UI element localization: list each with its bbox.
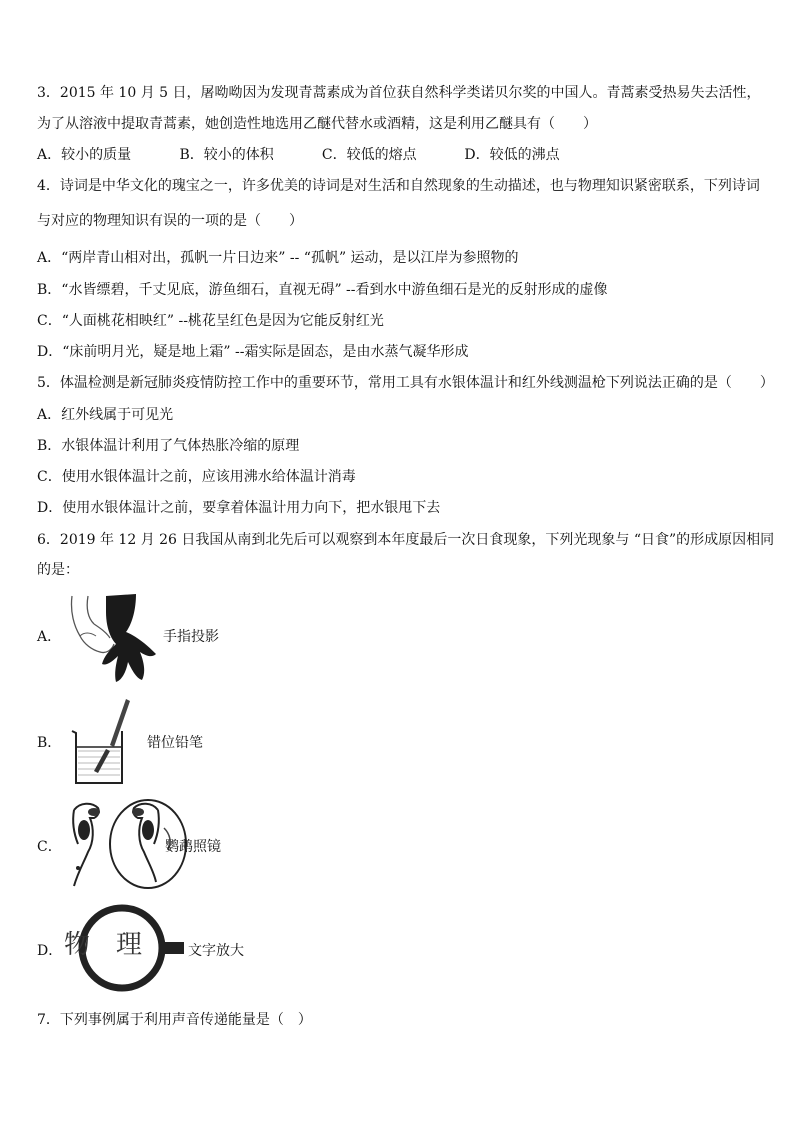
q4-option-c: C．“人面桃花相映红” --桃花呈红色是因为它能反射红光 xyxy=(37,313,384,329)
q6-option-d-caption: 文字放大 xyxy=(188,943,244,959)
q4-option-d: D．“床前明月光，疑是地上霜” --霜实际是固态，是由水蒸气凝华形成 xyxy=(37,344,469,360)
q4-option-b: B．“水皆缥碧，千丈见底，游鱼细石，直视无碍” --看到水中游鱼细石是光的反射形成的虚像 xyxy=(37,282,608,298)
q6-option-a-label: A． xyxy=(37,629,62,645)
q3-option-b: B．较小的体积 xyxy=(179,147,274,163)
q5-option-d: D．使用水银体温计之前，要拿着体温计用力向下，把水银甩下去 xyxy=(37,500,441,516)
magnified-text: 物 理 xyxy=(64,930,143,960)
q4-stem-line2: 与对应的物理知识有误的一项的是（ ） xyxy=(37,213,303,229)
q3-options xyxy=(37,146,560,164)
q3-option-c: C．较低的熔点 xyxy=(321,147,417,163)
q6-option-b-label: B． xyxy=(37,735,62,751)
magnifier-icon xyxy=(62,904,186,994)
q4-stem-line1: 4．诗词是中华文化的瑰宝之一，许多优美的诗词是对生活和自然现象的生动描述，也与物理知识紧密联系，下列诗词 xyxy=(37,178,760,194)
q5-option-a: A．红外线属于可见光 xyxy=(37,407,174,423)
q6-stem-line2: 的是： xyxy=(37,562,79,578)
q6-option-c-caption: 鹦鹉照镜 xyxy=(165,839,221,855)
q6-option-a-caption: 手指投影 xyxy=(163,629,219,645)
q7-stem-line1: 7．下列事例属于利用声音传递能量是（ ） xyxy=(37,1012,312,1028)
q3-option-d: D．较低的沸点 xyxy=(464,147,560,163)
q5-stem-line1: 5．体温检测是新冠肺炎疫情防控工作中的重要环节，常用工具有水银体温计和红外线测温枪下列说法正确的是（ ） xyxy=(37,375,774,391)
q3-option-a: A．较小的质量 xyxy=(37,147,132,163)
hand-shadow-icon xyxy=(66,592,162,688)
q6-option-c-label: C． xyxy=(37,839,62,855)
q4-option-a: A．“两岸青山相对出，孤帆一片日边来” -- “孤帆” 运动，是以江岸为参照物的 xyxy=(37,250,519,266)
q6-option-d-label: D． xyxy=(37,943,63,959)
q6-stem-line1: 6．2019 年 12 月 26 日我国从南到北先后可以观察到本年度最后一次日食现象，下列光现象与 “日食”的形成原因相同 xyxy=(37,532,775,548)
q5-option-c: C．使用水银体温计之前，应该用沸水给体温计消毒 xyxy=(37,469,356,485)
q3-stem-line1: 3．2015 年 10 月 5 日，屠呦呦因为发现青蒿素成为首位获自然科学类诺贝尔奖的中国人。青蒿素受热易失去活性， xyxy=(37,85,761,101)
q3-stem-line2: 为了从溶液中提取青蒿素，她创造性地选用乙醚代替水或酒精，这是利用乙醚具有（ ） xyxy=(37,116,597,132)
pencil-in-water-icon xyxy=(70,697,130,789)
q6-option-b-caption: 错位铅笔 xyxy=(147,735,203,751)
q5-option-b: B．水银体温计利用了气体热胀冷缩的原理 xyxy=(37,438,300,454)
